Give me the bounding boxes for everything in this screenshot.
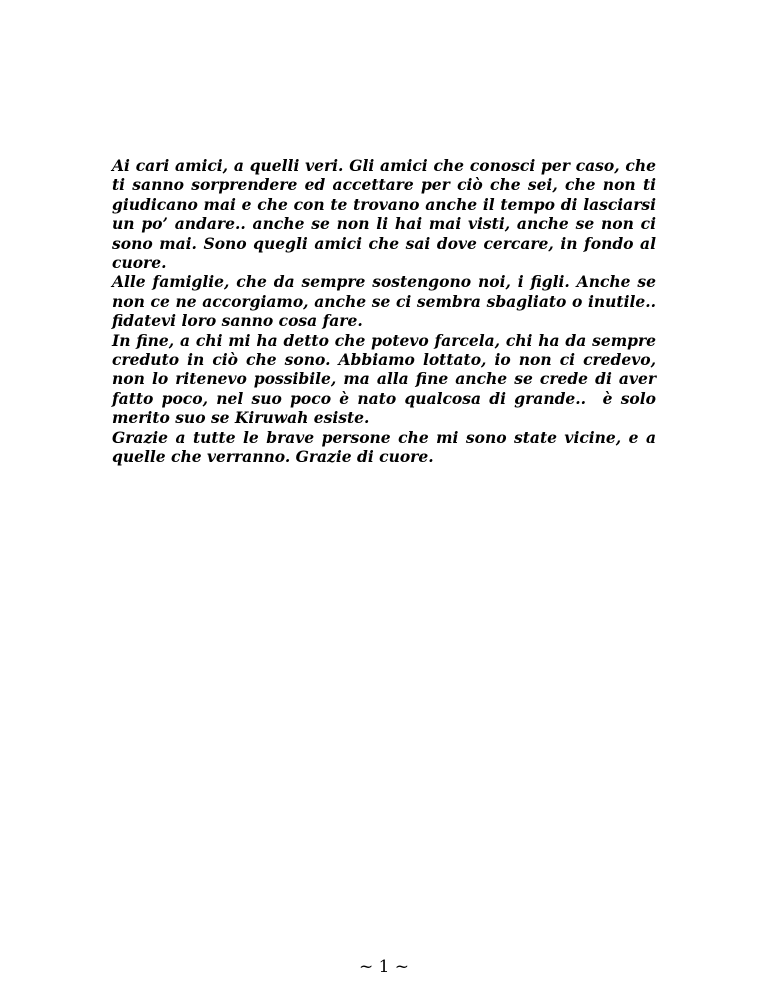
paragraph-thanks: Grazie a tutte le brave persone che mi sono state vicine, e a quelle che verranno. Grazie di cuore. [112,427,662,467]
dedication-text [112,156,662,467]
paragraph-families: Alle famiglie, che da sempre sostengono noi, i figli. Anche se non ce ne accorgiamo, anche se ci sembra sbagliato o inutile.. fidatevi loro sanno cosa fare. [112,272,662,331]
page-number: ~ 1 ~ [358,957,410,977]
paragraph-friends: Ai cari amici, a quelli veri. Gli amici che conosci per caso, che ti sanno sorprendere ed accettare per ciò che sei, che non ti giudicano mai e che con te trovano anche il tempo di lasciarsi un po’ andare.. anche se non li hai mai visti, anche se non ci sono mai. Sono quegli amici che sai dove cercare, in fondo al cuore. [112,156,662,273]
paragraph-believer: In fine, a chi mi ha detto che potevo farcela, chi ha da sempre creduto in ciò che sono. Abbiamo lottato, io non ci credevo, non lo ritenevo possibile, ma alla fine anche se crede di aver fatto poco, nel suo poco è nato qualcosa di grande.. è solo merito suo se Kiruwah esiste. [112,330,662,428]
